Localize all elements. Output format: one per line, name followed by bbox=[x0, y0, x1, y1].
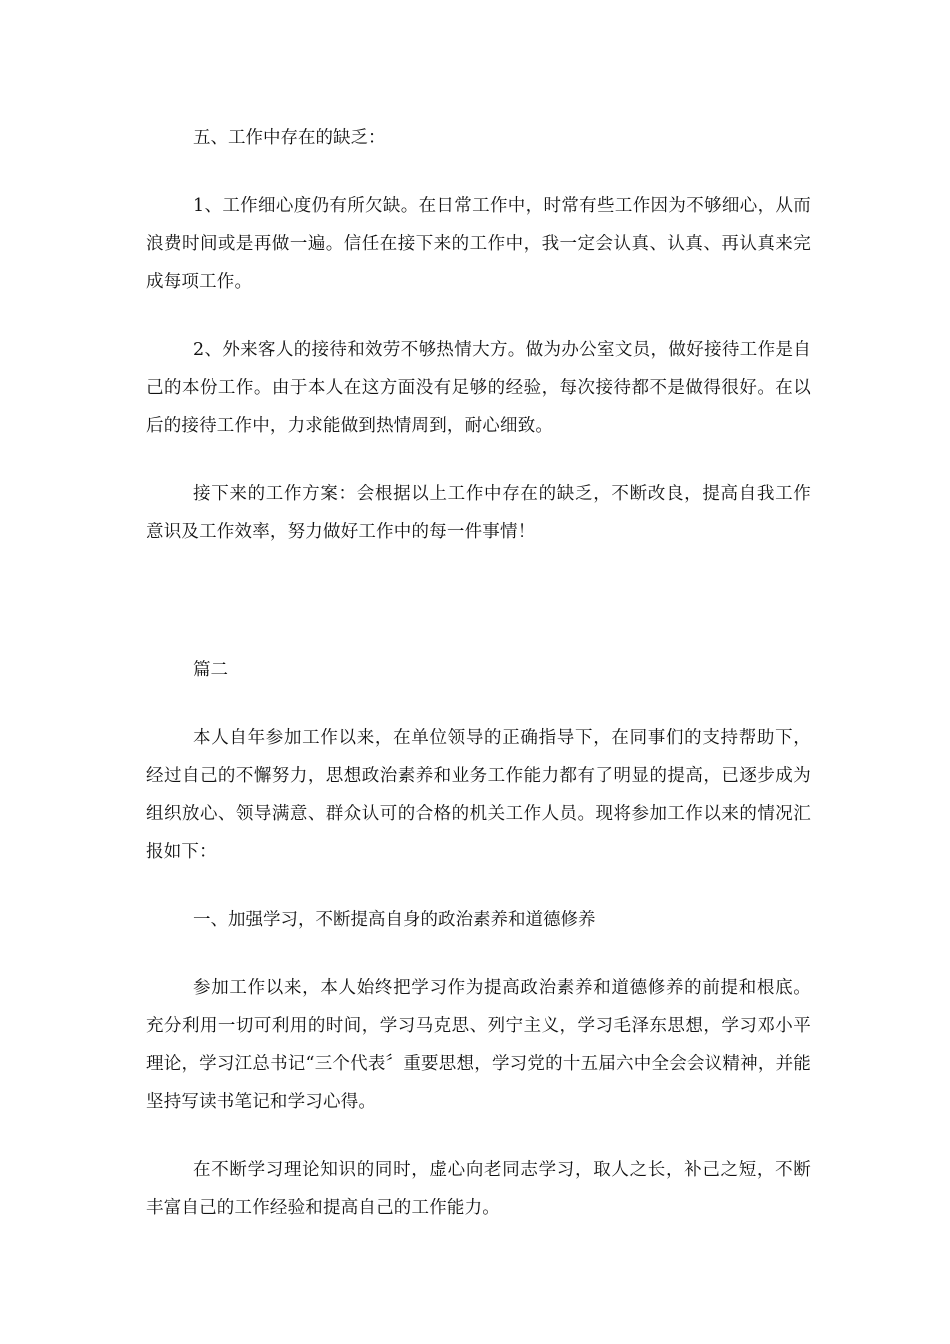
section-heading-shortcomings: 五、工作中存在的缺乏： bbox=[193, 128, 386, 148]
paragraph-shortcoming-1: 1、工作细心度仍有所欠缺。在日常工作中，时常有些工作因为不够细心，从而浪费时间或是再做一遍。信任在接下来的工作中，我一定会认真、认真、再认真来完成每项工作。 bbox=[146, 196, 811, 292]
part-title: 篇二 bbox=[193, 660, 228, 680]
paragraph-study: 参加工作以来，本人始终把学习作为提高政治素养和道德修养的前提和根底。充分利用一切可利用的时间，学习马克思、列宁主义，学习毛泽东思想，学习邓小平理论，学习江总书记“三个代表〞重要思想，学习党的十五届六中全会会议精神，并能坚持写读书笔记和学习心得。 bbox=[146, 978, 811, 1112]
paragraph-shortcoming-2: 2、外来客人的接待和效劳不够热情大方。做为办公室文员，做好接待工作是自己的本份工作。由于本人在这方面没有足够的经验，每次接待都不是做得很好。在以后的接待工作中，力求能做到热情周到，耐心细致。 bbox=[146, 340, 811, 436]
paragraph-learn-from-colleagues: 在不断学习理论知识的同时，虚心向老同志学习，取人之长，补己之短，不断丰富自己的工作经验和提高自己的工作能力。 bbox=[146, 1160, 811, 1218]
section-heading-study: 一、加强学习，不断提高自身的政治素养和道德修养 bbox=[193, 910, 596, 930]
paragraph-next-plan: 接下来的工作方案：会根据以上工作中存在的缺乏，不断改良，提高自我工作意识及工作效率，努力做好工作中的每一件事情！ bbox=[146, 484, 811, 542]
paragraph-intro: 本人自年参加工作以来，在单位领导的正确指导下，在同事们的支持帮助下，经过自己的不懈努力，思想政治素养和业务工作能力都有了明显的提高，已逐步成为组织放心、领导满意、群众认可的合格的机关工作人员。现将参加工作以来的情况汇报如下： bbox=[146, 728, 811, 862]
